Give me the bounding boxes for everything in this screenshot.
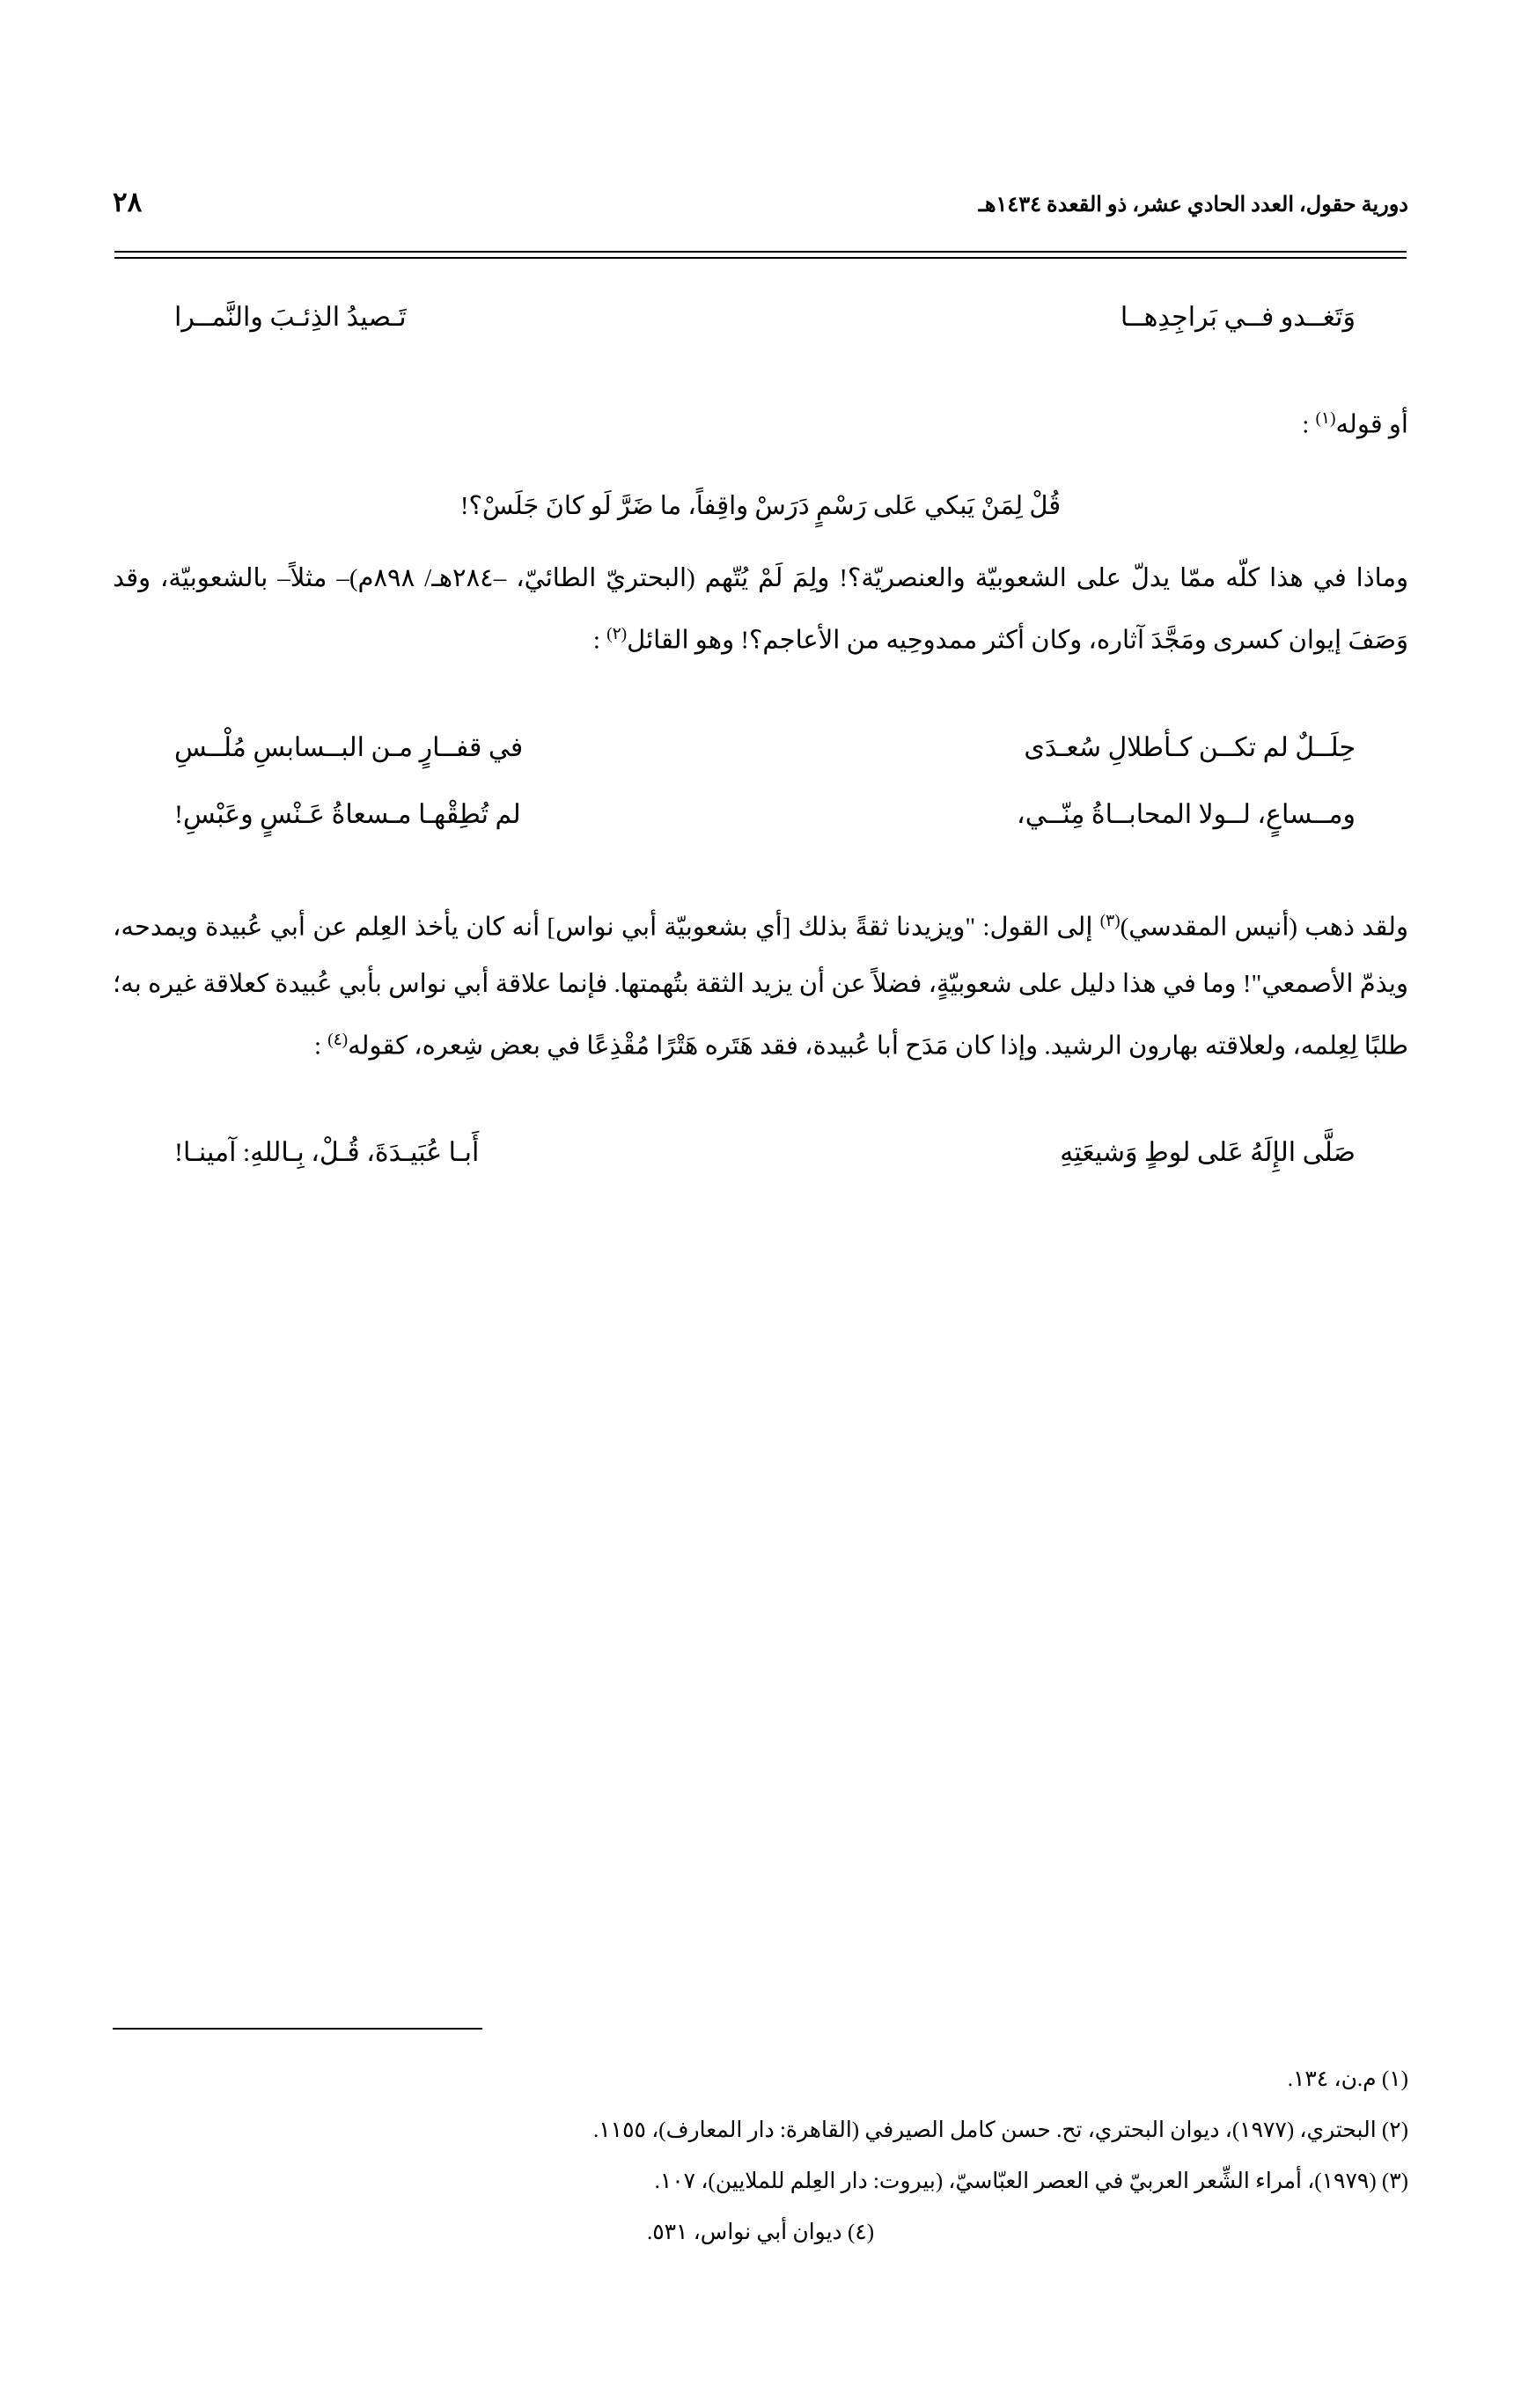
verse-couplet — [113, 1126, 1408, 1180]
paragraph-two-text-b: إلى القول: "ويزيدنا ثقةً بذلك [أي بشعوبيّة أبي نواس] أنه كان يأخذ العِلم عن أبي عُبيدة ويمدحه، ويذمّ الأصمعي"! وما في هذا دليل على شعوبيّةٍ، فضلاً عن أن يزيد الثقة بتُهمتها. فإنما علاقة أبي نواس بأبي عُبيدة كعلاقة غيره به؛ طلبًا لِعِلمه، ولعلاقته بهارون الرشيد. وإذا كان مَدَح أبا عُبيدة، فقد هَتَره هَتْرًا مُقْذِعًا في بعض شِعره، كقوله — [113, 913, 1408, 1061]
verse-couplet — [113, 788, 1408, 842]
verse-hemistich-right: حِلَــلٌ لم تكــن كـأطلالِ سُعـدَى — [1024, 733, 1356, 763]
header-divider — [114, 251, 1407, 259]
footnote-item: (٣) (١٩٧٩)، أمراء الشِّعر العربيّ في العصر العبّاسيّ، (بيروت: دار العِلم للملايين)، ١٠٧. — [654, 2169, 1408, 2193]
verse-hemistich-left: في قفــارٍ مـن البــسابسِ مُلْــسِ — [174, 733, 524, 763]
paragraph-two-tail: : — [313, 1031, 328, 1061]
paragraph-one-text: وماذا في هذا كلّه ممّا يدلّ على الشعوبيّة والعنصريّة؟! ولِمَ لَمْ يُتّهم (البحتريّ الطائيّ، –٢٨٤هـ/ ٨٩٨م)– مثلاً– بالشعوبيّة، وقد وَصَفَ إيوان كسرى ومَجَّدَ آثاره، وكان أكثر ممدوحِيه من الأعاجم؟! وهو القائل — [113, 563, 1408, 655]
footnote-separator — [113, 2028, 482, 2030]
paragraph-two-text-a: ولقد ذهب (أنيس المقدسي) — [1120, 913, 1408, 942]
footnote-ref-3: (٣) — [1099, 912, 1121, 931]
verse-group-bahturi — [113, 721, 1408, 842]
verse-couplet — [113, 721, 1408, 775]
verse-couplet — [113, 290, 1408, 345]
footnote-item: (٢) البحتري، (١٩٧٧)، ديوان البحتري، تح. حسن كامل الصيرفي (القاهرة: دار المعارف)، ١١٥٥. — [593, 2118, 1408, 2142]
aw-qawluhu-tail: : — [1302, 410, 1316, 439]
verse-single-line: قُلْ لِمَنْ يَبكي عَلى رَسْمٍ دَرَسْ واقِفاً، ما ضَرَّ لَو كانَ جَلَسْ؟! — [459, 491, 1062, 520]
journal-running-head: دورية حقول، العدد الحادي عشر، ذو القعدة ١٤٣٤هـ — [978, 194, 1408, 217]
page-number: ٢٨ — [113, 187, 143, 217]
verse-hemistich-left: لم تُطِقْهـا مـسعاةُ عَـنْسٍ وعَبْسِ! — [174, 800, 521, 830]
paragraph-two — [113, 893, 1408, 1074]
verse-hemistich-right: ومــساعٍ، لــولا المحابــاةُ مِنّــي، — [1017, 800, 1356, 830]
paragraph-one — [113, 550, 1408, 669]
footnotes-section — [113, 2028, 1408, 2258]
footnote-ref-1: (١) — [1315, 409, 1336, 428]
paragraph-one-tail: : — [592, 626, 607, 655]
verse-hemistich-left: تَـصيدُ الذِئـبَ والنَّمــرا — [174, 303, 407, 332]
footnote-item: (١) م.ن، ١٣٤. — [1287, 2067, 1408, 2091]
aw-qawluhu-text: أو قوله — [1335, 410, 1408, 439]
footnote-separator-holder — [113, 2028, 1408, 2054]
footnote-ref-4: (٤) — [327, 1030, 349, 1049]
paragraph-aw-qawluhu — [113, 391, 1408, 453]
verse-hemistich-left: أَبـا عُبَيـدَةَ، قُـلْ، بِـاللهِ: آمينـا! — [174, 1137, 480, 1167]
page-content — [113, 282, 1408, 1196]
verse-hemistich-right: وَتَغــدو فــي بَراجِدِهــا — [1120, 303, 1356, 332]
footnote-item: (٤) ديوان أبي نواس، ٥٣١. — [646, 2221, 875, 2244]
verse-hemistich-right: صَلَّى الإِلَهُ عَلى لوطٍ وَشيعَتِهِ — [1060, 1137, 1356, 1167]
footnote-ref-2: (٢) — [606, 624, 628, 643]
page-header — [113, 187, 1408, 218]
